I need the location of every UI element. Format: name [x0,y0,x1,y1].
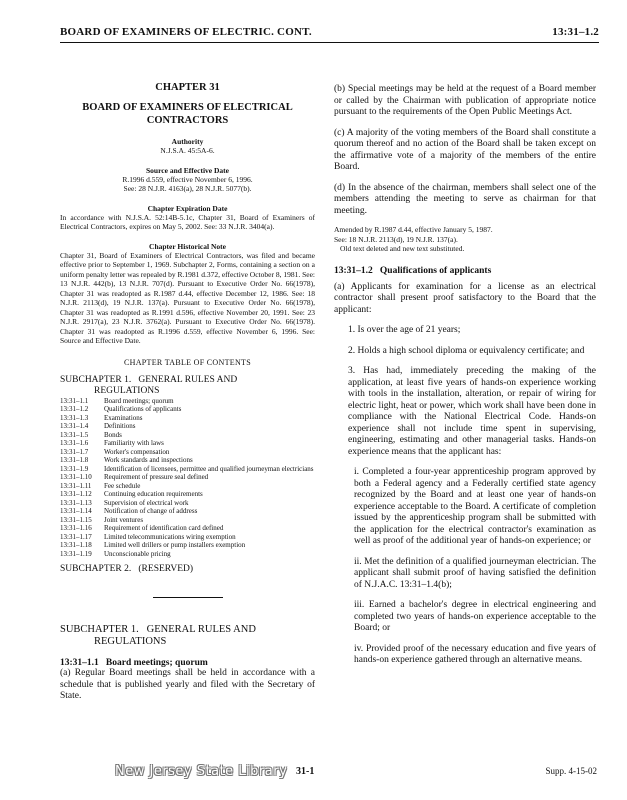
toc-num: 13:31–1.4 [60,422,89,430]
toc-label: Definitions [104,422,136,430]
toc-label: Supervision of electrical work [104,498,189,507]
toc-label: Bonds [104,430,122,439]
subchapter-heading-line-1: SUBCHAPTER 1. GENERAL RULES AND [60,624,256,635]
toc-row[interactable] [60,465,315,474]
supplement-date: Supp. 4-15-02 [545,766,597,776]
toc-row[interactable] [60,550,315,559]
item-iii: iii. Earned a bachelor's degree in electrical engineering and completed two years of hands-on experience acceptable to the Board; or [354,600,596,633]
toc-row[interactable] [60,422,315,431]
library-stamp: New Jersey State Library [115,764,288,779]
toc-label: Notification of change of address [104,507,198,515]
toc-num: 13:31–1.2 [60,405,89,413]
toc-num: 13:31–1.6 [60,439,89,447]
left-column [60,60,315,703]
toc-subchapter-1-line-1: SUBCHAPTER 1. GENERAL RULES AND [60,374,238,385]
amendment-line-2: See: 18 N.J.R. 2113(d), 19 N.J.R. 137(a). [334,234,458,244]
toc-label: Board meetings; quorum [104,396,174,405]
amendment-note [334,225,596,254]
item-2: 2. Holds a high school diploma or equivalency certificate; and [348,345,585,356]
history-heading: Chapter Historical Note [149,241,226,251]
section-heading-1-1: 13:31–1.1 Board meetings; quorum [60,658,208,668]
toc-row[interactable] [60,490,315,499]
toc-num: 13:31–1.1 [60,396,89,405]
toc-label: Limited telecommunications wiring exemption [104,532,236,541]
toc-num: 13:31–1.17 [60,532,92,541]
subchapter-heading [60,624,315,648]
toc-subchapter-1 [60,375,315,397]
toc-label: Requirement of pressure seal defined [104,473,209,481]
authority-heading: Authority [171,137,204,146]
toc-subchapter-1-line-2: REGULATIONS [94,385,160,396]
toc-row[interactable] [60,439,315,448]
toc-label: Identification of licensees, permittee and qualified journeyman electricians [104,464,314,473]
toc-title: CHAPTER TABLE OF CONTENTS [124,357,251,367]
toc-row[interactable] [60,405,315,414]
toc-row[interactable] [60,541,315,550]
toc-num: 13:31–1.12 [60,490,92,498]
toc-row[interactable] [60,448,315,457]
toc-num: 13:31–1.5 [60,430,89,439]
source-line-2: See: 28 N.J.R. 4163(a), 28 N.J.R. 5077(b). [123,184,252,193]
toc-row[interactable] [60,516,315,525]
paragraph-d: (d) In the absence of the chairman, members shall select one of the members attending the meeting to serve as chairman for that meeting. [334,182,596,216]
paragraph-c: (c) A majority of the voting members of the Board shall constitute a quorum thereof and no action of the Board shall be taken except on the affirmative vote of a majority of the members of the entire Board. [334,127,596,172]
chapter-title-line-2: CONTRACTORS [146,115,229,126]
right-column [334,60,596,667]
item-1: 1. Is over the age of 21 years; [348,325,461,335]
toc-subchapter-2: SUBCHAPTER 2. (RESERVED) [60,564,194,574]
toc-row[interactable] [60,499,315,508]
toc-label: Requirement of identification card defined [104,524,224,532]
toc-num: 13:31–1.19 [60,549,92,558]
toc-row[interactable] [60,524,315,533]
toc-row[interactable] [60,473,315,482]
toc-row[interactable] [60,533,315,542]
toc-label: Fee schedule [104,481,141,490]
item-ii: ii. Met the definition of a qualified journeyman electrician. The applicant shall submit proof of having satisfied the definition of N.J.A.C. 13:31–1.4(b); [354,556,596,590]
page-footer [0,762,627,782]
item-3: 3. Has had, immediately preceding the making of the application, at least five years of hands-on experience working with tools in the installation, alteration, or repair of wiring for electric light, heat or power, which work shall have been done in compliance with the National Electrical Code. Hands-on experience shall not include time spent in supervising, engineering, estimating and other managerial tasks. Hands-on experience means that the applicant has: [348,366,596,457]
item-iv: iv. Provided proof of the necessary education and five years of hands-on experience gathered through an alternative means. [354,643,596,665]
paragraph-1-2-a: (a) Applicants for examination for a license as an electrical contractor shall present proof satisfactory to the Board that the applicant: [334,281,596,315]
toc-list [60,397,315,559]
chapter-number: CHAPTER 31 [155,82,220,93]
running-head-section: 13:31–1.2 [552,26,599,38]
toc-num: 13:31–1.13 [60,498,92,507]
source-heading: Source and Effective Date [146,165,229,175]
toc-num: 13:31–1.10 [60,473,92,481]
toc-row[interactable] [60,482,315,491]
toc-num: 13:31–1.15 [60,515,92,524]
toc-label: Qualifications of applicants [104,405,182,413]
toc-num: 13:31–1.14 [60,507,92,515]
paragraph-b: (b) Special meetings may be held at the request of a Board member or called by the Chairman with publication of appropriate notice pursuant to the requirements of the Open Public Meetings Act. [334,84,596,117]
source-line-1: R.1996 d.559, effective November 6, 1996. [122,174,253,184]
page-number: 31-1 [296,766,315,777]
toc-num: 13:31–1.3 [60,413,89,422]
toc-row[interactable] [60,507,315,516]
toc-row[interactable] [60,414,315,423]
toc-row[interactable] [60,431,315,440]
toc-label: Worker's compensation [104,447,170,456]
running-head [60,26,599,43]
toc-num: 13:31–1.18 [60,541,92,549]
amendment-line-3: Old text deleted and new text substituted. [340,244,465,253]
running-head-title: BOARD OF EXAMINERS OF ELECTRIC. CONT. [60,26,312,38]
expiration-heading: Chapter Expiration Date [147,203,228,213]
subchapter-heading-line-2: REGULATIONS [94,636,167,647]
toc-label: Limited well drillers or pump installers exemption [104,541,246,549]
toc-num: 13:31–1.11 [60,481,92,490]
toc-label: Continuing education requirements [104,490,203,498]
item-i: i. Completed a four-year apprenticeship program approved by both a Federal agency and a Federally certified state agency recognized by the Board and at least one year of hands-on experience acceptable to the Board. A certificate of completion issued by the apprenticeship program shall be submitted with the application for the electrical contractor's examination as well as proof of the additional year of hands-on experience; or [354,467,596,546]
chapter-title [60,101,315,127]
section-divider [153,597,223,598]
toc-num: 13:31–1.16 [60,524,92,532]
toc-row[interactable] [60,397,315,406]
chapter-title-line-1: BOARD OF EXAMINERS OF ELECTRICAL [82,102,293,113]
toc-num: 13:31–1.9 [60,464,89,473]
toc-label: Work standards and inspections [104,456,193,464]
expiration-text: In accordance with N.J.S.A. 52:14B-5.1c, Chapter 31, Board of Examiners of Electrical Contractors, expires on May 5, 2002. See: 33 N.J.R. 3404(a). [60,212,315,231]
toc-label: Examinations [104,413,143,422]
toc-row[interactable] [60,456,315,465]
section-heading-1-2: 13:31–1.2 Qualifications of applicants [334,265,492,276]
toc-label: Familiarity with laws [104,439,164,447]
amendment-line-1: Amended by R.1987 d.44, effective January 5, 1987. [334,225,493,234]
toc-label: Unconscionable pricing [104,549,171,558]
paragraph-a: (a) Regular Board meetings shall be held in accordance with a schedule that is published yearly and filed with the Secretary of State. [60,668,315,701]
authority-text: N.J.S.A. 45:5A-6. [160,146,215,155]
toc-num: 13:31–1.7 [60,447,89,456]
history-text: Chapter 31, Board of Examiners of Electrical Contractors, was filed and became effective prior to September 1, 1969. Subchapter 2, Forms, containing a section on a uniform penalty letter was repealed by R.1981 d.372, effective October 8, 1981. See: 13 N.J.R. 442(b), 13 N.J.R. 707(d). Pursuant to Executive Order No. 66(1978), Chapter 31 was readopted as R.1987 d.44, effective December 12, 1986. See: 18 N.J.R. 2113(d), 19 N.J.R. 137(a). Pursuant to Executive Order No. 66(1978), Chapter 31 was readopted as R.1991 d.596, effective November 20, 1991. See: 23 N.J.R. 2917(a), 23 N.J.R. 3762(a). Pursuant to Executive Order No. 66(1978). Chapter 31 was readopted as R.1996 d.559, effective November 6, 1996. See: Source and Effective Date. [60,250,315,345]
toc-label: Joint ventures [104,515,144,524]
toc-num: 13:31–1.8 [60,456,89,464]
